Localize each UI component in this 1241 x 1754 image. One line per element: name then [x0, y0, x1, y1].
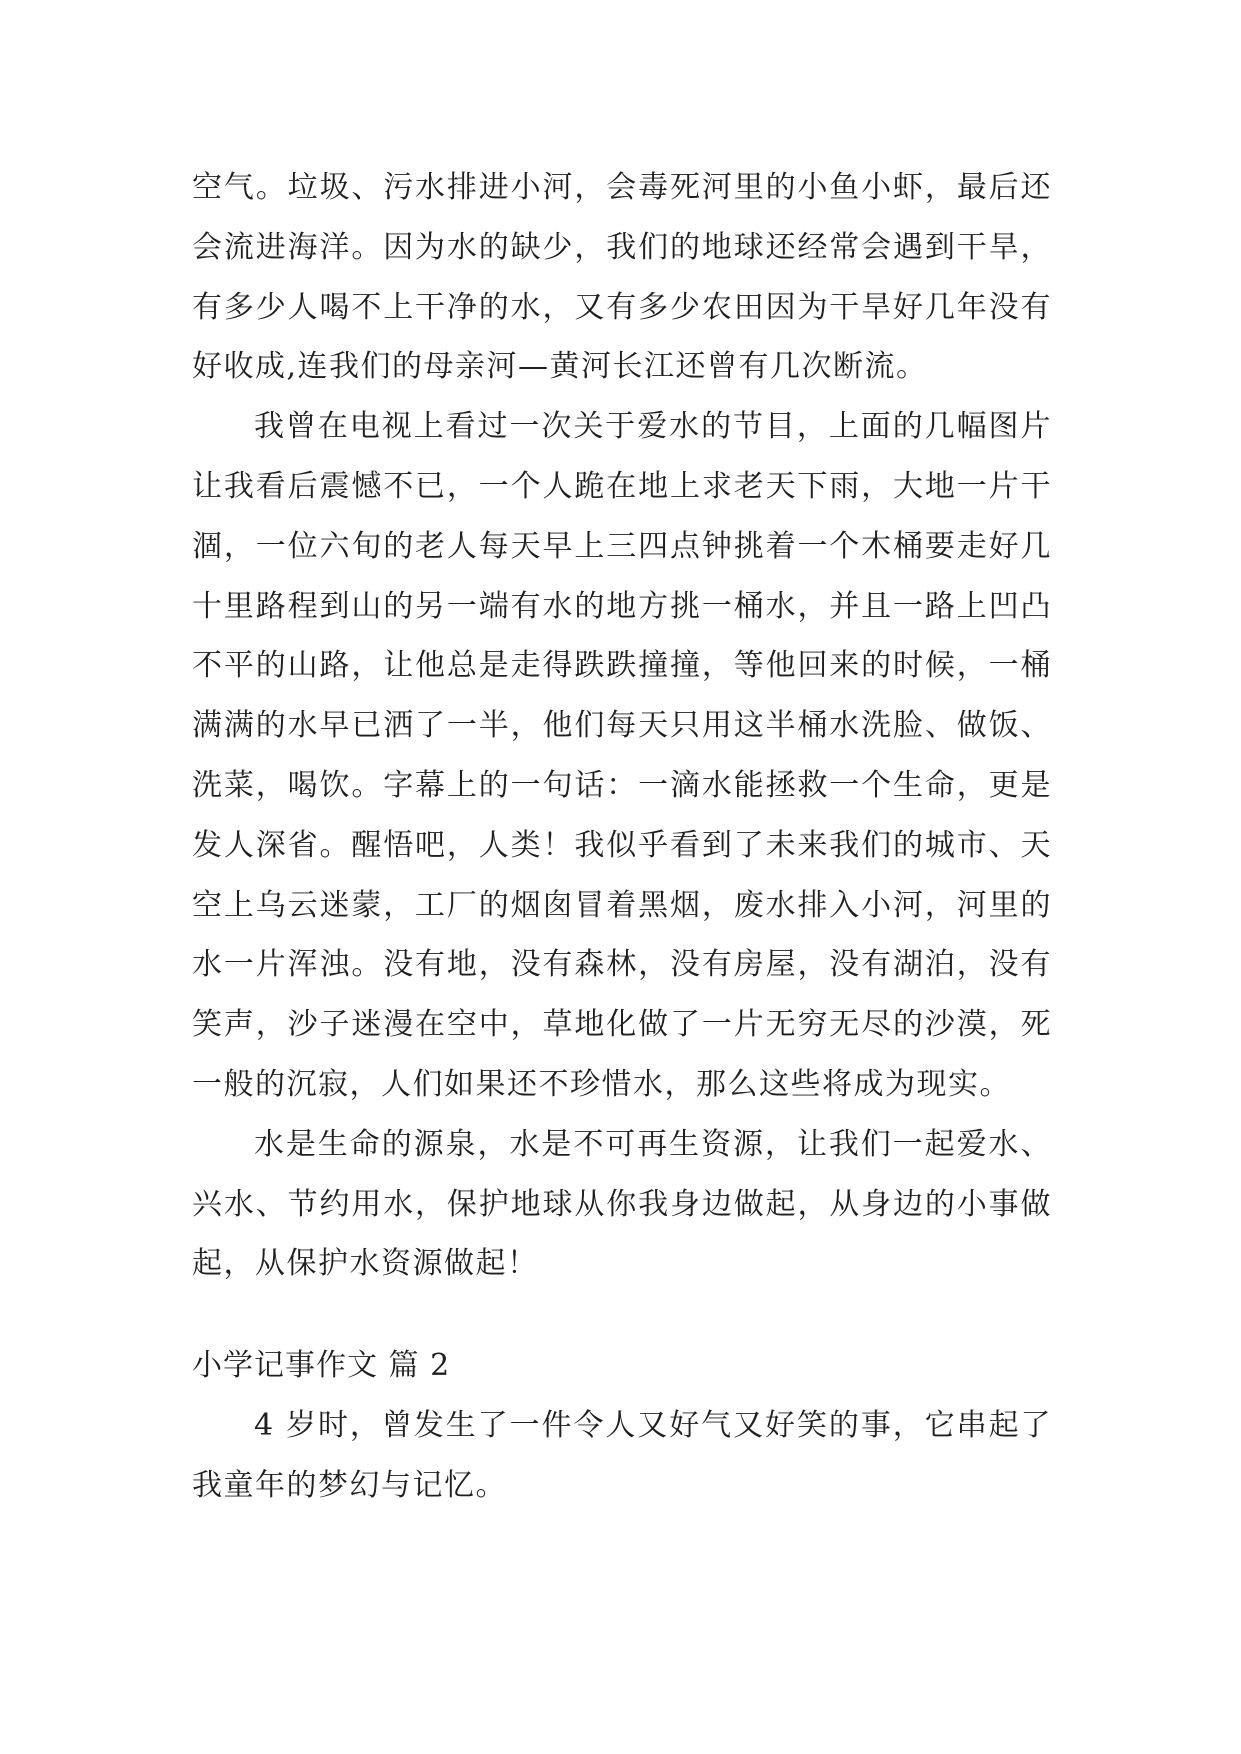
paragraph-conclusion: 水是生命的源泉，水是不可再生资源，让我们一起爱水、兴水、节约用水，保护地球从你我身边做起，从身边的小事做起，从保护水资源做起！: [192, 1126, 1052, 1282]
paragraph-story-intro: 4 岁时，曾发生了一件令人又好气又好笑的事，它串起了我童年的梦幻与记忆。: [192, 1407, 1052, 1503]
section-heading: 小学记事作文 篇 2: [192, 1348, 451, 1384]
paragraph-continuation: 空气。垃圾、污水排进小河，会毒死河里的小鱼小虾，最后还会流进海洋。因为水的缺少，我们的地球还经常会遇到干旱，有多少人喝不上干净的水，又有多少农田因为干旱好几年没有好收成,连我们的母亲河—黄河长江还曾有几次断流。: [192, 170, 1052, 385]
document-body: [192, 158, 1052, 1516]
paragraph-tv-program: 我曾在电视上看过一次关于爱水的节目，上面的几幅图片让我看后震憾不已，一个人跪在地上求老天下雨，大地一片干涸，一位六旬的老人每天早上三四点钟挑着一个木桶要走好几十里路程到山的另一端有水的地方挑一桶水，并且一路上凹凸不平的山路，让他总是走得跌跌撞撞，等他回来的时候，一桶满满的水早已洒了一半，他们每天只用这半桶水洗脸、做饭、洗菜，喝饮。字幕上的一句话：一滴水能拯救一个生命，更是发人深省。醒悟吧，人类！我似乎看到了未来我们的城市、天空上乌云迷蒙，工厂的烟囱冒着黑烟，废水排入小河，河里的水一片浑浊。没有地，没有森林，没有房屋，没有湖泊，没有笑声，沙子迷漫在空中，草地化做了一片无穷无尽的沙漠，死一般的沉寂，人们如果还不珍惜水，那么这些将成为现实。: [192, 409, 1052, 1102]
